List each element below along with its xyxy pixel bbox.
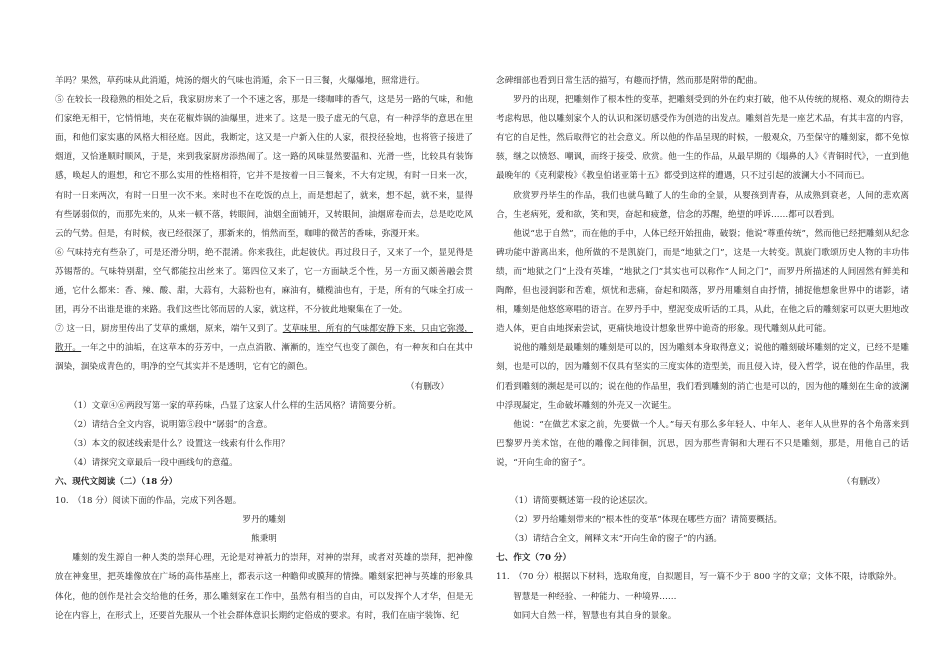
paragraph-7-end: 一年之中的油垢，在这草本的芬芳中，一点点消散、漸漸的，连空气也变了颜色，有一种灰和白在其中涸染，涸染成青色的，明净的空气其实并不是透明，它有它的颜色。 — [55, 343, 473, 373]
essay-title: 罗丹的雕刻 — [242, 515, 286, 526]
source-note: （有删改） — [842, 476, 885, 487]
question-11: 11. （70 分）根据以下材料，选取角度，自拟题目，写一篇不少于 800 字的文章；文体不限，诗歌除外。 — [496, 572, 902, 583]
paragraph-7-start: ⑦ 这一日，厨房里传出了艾草的熏烟，原来，端午又到了。 — [55, 324, 283, 335]
material-line-1: 智慧是一种经验、一种能力、一种境界…… — [513, 591, 677, 602]
question-1: （1）文章④⑥两段写第一家的草药味，凸显了这家人什么样的生活风格？请简要分析。 — [69, 400, 402, 411]
underlined-sentence: 艾草味里，所有的气味都安静下来，只由它弥漫，散开。 — [55, 324, 473, 354]
essay-paragraph-continuation: 念碑细部也看到日常生活的描写，有趣而抒情，然而那是附带的配曲。 — [496, 76, 763, 86]
question-4: （4）请探究文章最后一段中画线句的意蕴。 — [69, 457, 238, 468]
essay-paragraph-6: 他说：“在做艺术家之前，先要做一个人。”每天有那么多年轻人、中年人、老年人从世界的各个角落来到巴黎罗丹美术馆，在他的雕像之间徘徊，沉思，因为那些青铜和大理石不只是雕刻，那是，用他自己的话说，“开向生命的窗子”。 — [496, 419, 909, 468]
section-7-heading: 七、作文（70 分） — [496, 553, 572, 564]
essay-paragraph-2: 罗丹的出现，把雕刻作了根本性的变革，把雕刻受到的外在约束打破，他不从传统的规格、观众的期待去考虑构思，他以雕刻家个人的认识和深切感受作为创造的出发点。雕刻首先是一座艺术品，有其丰富的内容，有它的自足性，然后取得它的社会意义。所以他的作品呈现的时候，一般观众，乃至保守的雕刻家，都不免惊骇，继之以愤怒、嘲讽，而终于接受、欣赏。他一生的作品，从最早期的《塌鼻的人》《青铜时代》，一直到他最晚年的《克利蒙梭》《教皇伯诺亚第十五》都受到这样的遭遇，只不过引起的波澜大小不同而已。 — [496, 95, 909, 182]
section-6-heading: 六、现代文阅读（二）（18 分） — [55, 476, 178, 487]
paragraph-7 — [55, 320, 473, 377]
material-line-2: 如同大自然一样，智慧也有其自身的景象。 — [513, 610, 677, 621]
essay-author: 熊秉明 — [251, 534, 277, 545]
paragraph-6: ⑥ 气味持充有些杂了，可是还滑分明，绝不混淆。你来我往，此起彼伏。再过段日子，又来了一个，显见得是苏锡帮的。气味特别甜，空气都能拉出丝来了。第四位又来了，它一方面缺乏个性，另一方面又颇善融会贯通，它什么都来：香、辣、酸、甜，大蒜有，大蒜粉也有，麻油有，橄榄油也有，于是，所有的气味全打成一团，再分不出谁是谁的来路。我们这些比邻而居的人家，就这样，不分彼此地聚集在了一处。 — [55, 247, 473, 316]
question-2: （2）罗丹给雕刻带来的“根本性的变革”体现在哪些方面？请简要概括。 — [510, 515, 783, 526]
essay-paragraph-1: 雕刻的发生源自一种人类的崇拜心理，无论是对神祇力的崇拜，对神的崇拜，或者对英雄的崇拜，把神像放在神龛里，把英雄像放在广场的高伟基座上，都表示这一种瞻仰或膜拜的情操。雕刻家把神与英雄的形象具体化，他的创作是社会交给他的任务，那么雕刻家在工作中，虽然有相当的自由，可以发挥个人才华，但是无论在内容上，在形式上，还要首先服从一个社会群体意识长期约定俗成的要求。有时，我们在庙宇装饰、纪 — [55, 553, 473, 621]
left-column — [55, 72, 473, 626]
question-2: （2）请结合全文内容，说明第⑤段中“孱弱”的含意。 — [69, 419, 273, 430]
essay-paragraph-5: 说他的雕刻是最雕刻的雕刻是可以的，因为雕刻本身取得意义；说他的雕刻破坏雕刻的定义，已经不是雕刻，也是可以的，因为雕刻不仅具有坚实的三度实体的造型美，而且侵入诗，侵入哲学，说在他的作品里，我们看到雕刻的濒起是可以的；说在他的作品里，我们看到雕刻的消亡也是可以的，因为他的雕刻在生命的波澜中浮现凝定，生命破坏雕刻的外壳又一次诞生。 — [496, 343, 909, 411]
paragraph-continuation: 羊吗？果然，草药味从此消遁，炖汤的烟火的气味也消遁，余下一日三餐，火爆爆地，照常进行。 — [55, 76, 425, 86]
essay-paragraph-3: 欣赏罗丹毕生的作品，我们也就鸟瞰了人的生命的全景，从婴孩到青春，从成熟到衰老，人间的悲欢离合，生老病死，爱和欲，笑和哭，奋起和疲惫，信念的苏醒，绝望的呼诉……都可以看到。 — [496, 190, 909, 220]
question-1: （1）请简要概述第一段的论述层次。 — [510, 496, 653, 507]
paragraph-5: ⑤ 在较长一段稳熟的相处之后，我家厨房来了一个不速之客，那是一缕咖啡的香气，这是另一路的气味，和他们家绝无相干，它悄悄地，夹在花椒炸锅的油爆里，进来了。这是一股子虚无的气息，有一种浮华的意思在里面，和他们家实惠的风格大相径庭。因此，我断定，这又是一户新入住的人家，很投径验地，也将管子接进了烟道，又恰逢顺时顺风，于是，来到我家厨房添热闹了。这一路的风味显然要温和、光滑一些，比较具有装饰感，唤起人的遐想，和它不那么实用的性格相符，它并不是按着一日三餐来，不大有定规，有时一日来一次，有时一日来两次，有时一日里一次不来。来时也不在吃饭的点上，而是想起了，就来，想不起，就不来，显得有些孱弱似的，而那先来的，从来一顿不落，转眼间，油烟全面铺开，又转眼间，油烟席卷而去，总是吃吃风云的气势。但是，有时候，夜已经很深了，那新来的，悄然而至，咖啡的微苦的香味，弥漫开来。 — [55, 95, 473, 239]
essay-paragraph-4: 他说“忠于自然”，而在他的手中，人体已经开始扭曲，破裂；他说“尊重传统”，然而他已经把雕刻从纪念碑功能中游离出来，他所做的不是凯旋门，而是“地狱之门”，这是一大转变。凯旋门歌颂历史人物的丰功伟绩，而“地狱之门”上没有英雄，“地狱之门”其实也可以称作“人间之门”，而罗丹所描述的人间固然有鲜美和陶醉，但也浸润影和苦难，烦忧和悲痛，奋起和陨落，罗丹用雕刻自由抒情，捕捉他想象世界中的诸影，诸相，雕刻是他悠悠寒唱的语言。在罗丹手中，塑泥变成听话的工具，从此，在他之后的雕刻家可以更大胆地改造人体，更自由地探索尝试，更痛快地设计想象世界中诡奇的形象。现代雕刻从此可能。 — [496, 228, 909, 335]
source-note: （有删改） — [406, 381, 449, 392]
question-3: （3）请结合全文，阐释文末“开向生命的窗子”的内涵。 — [510, 534, 722, 545]
right-column — [496, 72, 909, 626]
question-3: （3）本文的叙述线索是什么？设置这一线索有什么作用？ — [69, 438, 290, 449]
question-10-intro: 10. （18 分）阅读下面的作品，完成下列各题。 — [55, 496, 242, 507]
